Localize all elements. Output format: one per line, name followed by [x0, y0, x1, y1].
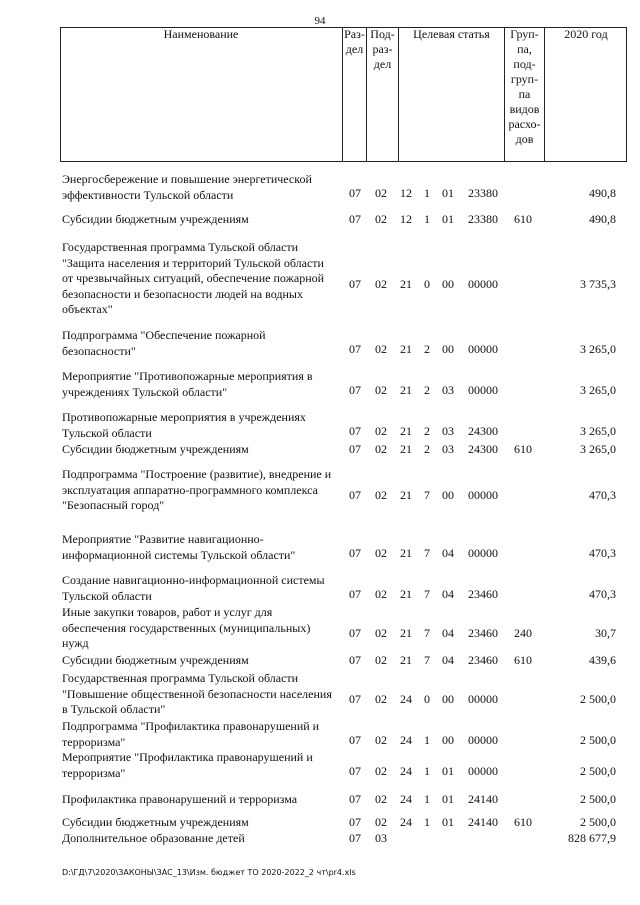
- row-pr: 03: [375, 831, 387, 845]
- row-amount: 439,6: [589, 653, 616, 667]
- row-t4: 24140: [468, 815, 498, 829]
- row-pr: 02: [375, 488, 387, 502]
- row-amount: 490,8: [589, 186, 616, 200]
- row-t4: 00000: [468, 764, 498, 778]
- row-t3: 01: [442, 186, 454, 200]
- row-pr: 02: [375, 277, 387, 291]
- row-t1: 24: [400, 692, 412, 706]
- row-t3: 01: [442, 792, 454, 806]
- row-pr: 02: [375, 212, 387, 226]
- row-t4: 00000: [468, 383, 498, 397]
- header-razdel: Раз- дел: [342, 27, 366, 162]
- header-name: Наименование: [163, 27, 239, 41]
- row-name: Мероприятие "Противопожарные мероприятия в учреждениях Тульской области": [62, 369, 313, 399]
- row-t3: 00: [442, 692, 454, 706]
- row-rz: 07: [349, 186, 361, 200]
- row-amount: 828 677,9: [568, 831, 616, 845]
- row-t3: 00: [442, 277, 454, 291]
- row-rz: 07: [349, 277, 361, 291]
- row-name: Государственная программа Тульской области "Защита населения и территорий Тульской области от чрезвычайных ситуаций, обеспечение пожарной безопасности и безопасности людей на водных объектах": [62, 240, 325, 316]
- row-pr: 02: [375, 692, 387, 706]
- row-pr: 02: [375, 764, 387, 778]
- row-rz: 07: [349, 212, 361, 226]
- row-t1: 21: [400, 383, 412, 397]
- row-pr: 02: [375, 792, 387, 806]
- row-amount: 3 735,3: [580, 277, 616, 291]
- row-name: Субсидии бюджетным учреждениям: [62, 212, 249, 226]
- row-vr: 610: [514, 212, 532, 226]
- row-amount: 470,3: [589, 546, 616, 560]
- row-t2: 0: [424, 277, 430, 291]
- row-t4: 00000: [468, 277, 498, 291]
- row-rz: 07: [349, 764, 361, 778]
- row-rz: 07: [349, 692, 361, 706]
- row-name: Подпрограмма "Обеспечение пожарной безопасности": [62, 328, 266, 358]
- row-vr: 610: [514, 653, 532, 667]
- row-rz: 07: [349, 733, 361, 747]
- row-t1: 24: [400, 792, 412, 806]
- row-amount: 2 500,0: [580, 764, 616, 778]
- row-amount: 2 500,0: [580, 815, 616, 829]
- row-name: Субсидии бюджетным учреждениям: [62, 442, 249, 456]
- row-t2: 1: [424, 186, 430, 200]
- row-name: Субсидии бюджетным учреждениям: [62, 815, 249, 829]
- row-t3: 03: [442, 424, 454, 438]
- row-t4: 00000: [468, 342, 498, 356]
- row-t2: 2: [424, 383, 430, 397]
- row-t4: 00000: [468, 692, 498, 706]
- row-amount: 3 265,0: [580, 442, 616, 456]
- row-t1: 24: [400, 815, 412, 829]
- row-t1: 21: [400, 424, 412, 438]
- row-t2: 1: [424, 733, 430, 747]
- row-t2: 7: [424, 546, 430, 560]
- row-vr: 240: [514, 626, 532, 640]
- header-target-article: Целевая статья: [398, 27, 504, 162]
- row-name: Профилактика правонарушений и терроризма: [62, 792, 298, 806]
- row-t1: 21: [400, 587, 412, 601]
- row-rz: 07: [349, 342, 361, 356]
- row-t4: 23460: [468, 653, 498, 667]
- row-t2: 1: [424, 764, 430, 778]
- row-t2: 2: [424, 442, 430, 456]
- header-expense-group: Груп- па, под- груп- па видов расхо- дов: [504, 27, 544, 162]
- row-pr: 02: [375, 587, 387, 601]
- row-pr: 02: [375, 186, 387, 200]
- row-t2: 7: [424, 587, 430, 601]
- file-path-footer: D:\ГД\7\2020\ЗАКОНЫ\ЗАС_13\Изм. бюджет ТО 2020-2022_2 чт\pr4.xls: [62, 868, 356, 877]
- row-t3: 03: [442, 383, 454, 397]
- row-rz: 07: [349, 442, 361, 456]
- row-t2: 0: [424, 692, 430, 706]
- row-t2: 7: [424, 653, 430, 667]
- row-name: Создание навигационно-информационной системы Тульской области: [62, 573, 325, 603]
- row-amount: 2 500,0: [580, 792, 616, 806]
- row-t1: 21: [400, 442, 412, 456]
- row-name: Дополнительное образование детей: [62, 831, 245, 845]
- row-rz: 07: [349, 792, 361, 806]
- row-rz: 07: [349, 488, 361, 502]
- row-t4: 24300: [468, 424, 498, 438]
- row-rz: 07: [349, 383, 361, 397]
- row-t4: 23460: [468, 587, 498, 601]
- row-rz: 07: [349, 424, 361, 438]
- row-t4: 00000: [468, 733, 498, 747]
- row-t3: 01: [442, 764, 454, 778]
- row-t3: 00: [442, 488, 454, 502]
- row-amount: 470,3: [589, 587, 616, 601]
- row-pr: 02: [375, 815, 387, 829]
- row-t4: 24300: [468, 442, 498, 456]
- row-t3: 01: [442, 212, 454, 226]
- row-t2: 7: [424, 626, 430, 640]
- row-t4: 23460: [468, 626, 498, 640]
- row-pr: 02: [375, 442, 387, 456]
- row-t2: 2: [424, 424, 430, 438]
- row-t2: 1: [424, 792, 430, 806]
- row-amount: 3 265,0: [580, 342, 616, 356]
- row-t3: 03: [442, 442, 454, 456]
- row-rz: 07: [349, 546, 361, 560]
- row-vr: 610: [514, 442, 532, 456]
- row-pr: 02: [375, 626, 387, 640]
- row-amount: 2 500,0: [580, 692, 616, 706]
- row-amount: 470,3: [589, 488, 616, 502]
- row-name: Субсидии бюджетным учреждениям: [62, 653, 249, 667]
- row-t1: 12: [400, 186, 412, 200]
- row-amount: 3 265,0: [580, 383, 616, 397]
- row-t4: 00000: [468, 546, 498, 560]
- row-t1: 21: [400, 342, 412, 356]
- row-pr: 02: [375, 733, 387, 747]
- row-t3: 04: [442, 653, 454, 667]
- row-t3: 04: [442, 587, 454, 601]
- row-rz: 07: [349, 831, 361, 845]
- row-name: Энергосбережение и повышение энергетической эффективности Тульской области: [62, 172, 312, 202]
- row-t4: 23380: [468, 186, 498, 200]
- row-name: Мероприятие "Профилактика правонарушений и терроризма": [62, 750, 313, 780]
- row-t4: 24140: [468, 792, 498, 806]
- row-pr: 02: [375, 653, 387, 667]
- row-rz: 07: [349, 815, 361, 829]
- row-t1: 12: [400, 212, 412, 226]
- row-name: Подпрограмма "Построение (развитие), внедрение и эксплуатация аппаратно-программного комплекса "Безопасный город": [62, 467, 332, 512]
- row-t1: 21: [400, 653, 412, 667]
- header-year: 2020 год: [544, 27, 627, 162]
- row-name: Мероприятие "Развитие навигационно-информационной системы Тульской области": [62, 532, 296, 562]
- row-t1: 21: [400, 488, 412, 502]
- row-pr: 02: [375, 342, 387, 356]
- row-t3: 00: [442, 733, 454, 747]
- row-t2: 1: [424, 815, 430, 829]
- row-t1: 21: [400, 277, 412, 291]
- row-t1: 21: [400, 626, 412, 640]
- row-name: Противопожарные мероприятия в учреждениях Тульской области: [62, 410, 306, 440]
- row-t3: 04: [442, 626, 454, 640]
- row-t3: 04: [442, 546, 454, 560]
- row-t2: 2: [424, 342, 430, 356]
- row-pr: 02: [375, 383, 387, 397]
- row-t4: 00000: [468, 488, 498, 502]
- row-amount: 2 500,0: [580, 733, 616, 747]
- row-amount: 490,8: [589, 212, 616, 226]
- row-rz: 07: [349, 587, 361, 601]
- row-pr: 02: [375, 546, 387, 560]
- row-amount: 30,7: [595, 626, 616, 640]
- row-t1: 21: [400, 546, 412, 560]
- row-t1: 24: [400, 764, 412, 778]
- header-podrazdel: Под- раз- дел: [366, 27, 398, 162]
- row-t2: 7: [424, 488, 430, 502]
- row-t2: 1: [424, 212, 430, 226]
- row-rz: 07: [349, 653, 361, 667]
- row-t4: 23380: [468, 212, 498, 226]
- row-rz: 07: [349, 626, 361, 640]
- row-name: Государственная программа Тульской области "Повышение общественной безопасности населения в Тульской области": [62, 671, 332, 716]
- row-t3: 00: [442, 342, 454, 356]
- row-name: Подпрограмма "Профилактика правонарушений и терроризма": [62, 719, 320, 749]
- row-t1: 24: [400, 733, 412, 747]
- row-t3: 01: [442, 815, 454, 829]
- page-number: 94: [314, 15, 326, 27]
- row-amount: 3 265,0: [580, 424, 616, 438]
- row-pr: 02: [375, 424, 387, 438]
- row-name: Иные закупки товаров, работ и услуг для обеспечения государственных (муниципальных) нужд: [62, 605, 311, 650]
- row-vr: 610: [514, 815, 532, 829]
